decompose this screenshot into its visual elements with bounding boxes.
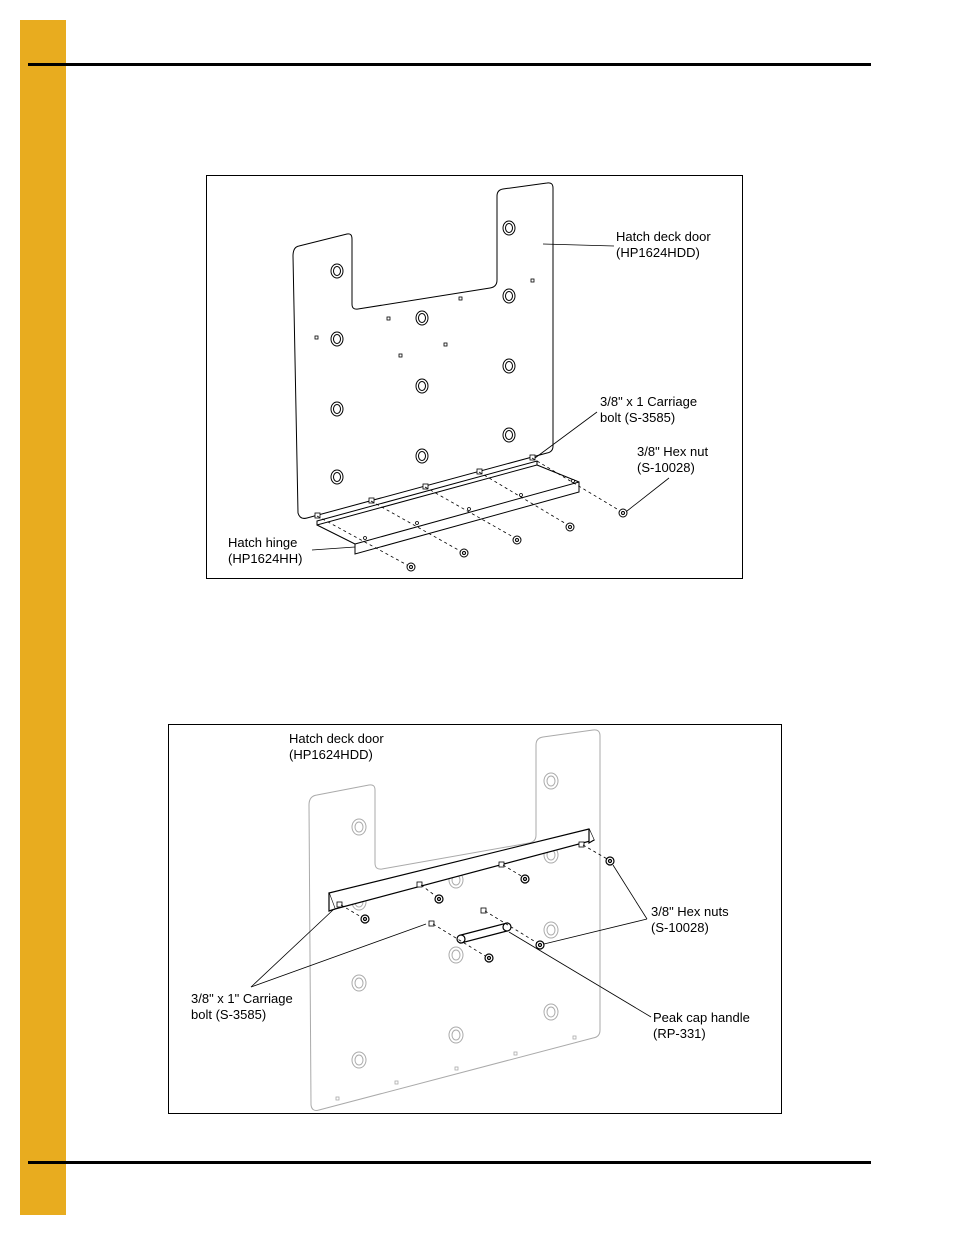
label-hatch-hinge: Hatch hinge (HP1624HH)	[228, 535, 303, 566]
label-carriage-bolt: 3/8" x 1" Carriage bolt (S-3585)	[191, 991, 293, 1022]
page-sidebar-band	[20, 20, 66, 1215]
label-hatch-deck-door: Hatch deck door (HP1624HDD)	[289, 731, 384, 762]
hatch-door-panel	[309, 730, 600, 1111]
figure-handle-assembly	[168, 724, 782, 1114]
figure-hinge-assembly	[206, 175, 743, 579]
label-hex-nut: 3/8" Hex nut (S-10028)	[637, 444, 709, 475]
header-rule	[28, 63, 871, 66]
label-peak-cap-handle: Peak cap handle (RP-331)	[653, 1010, 750, 1041]
footer-rule	[28, 1161, 871, 1164]
label-hex-nuts: 3/8" Hex nuts (S-10028)	[651, 904, 729, 935]
label-carriage-bolt: 3/8" x 1 Carriage bolt (S-3585)	[600, 394, 698, 425]
label-hatch-deck-door: Hatch deck door (HP1624HDD)	[616, 229, 711, 260]
